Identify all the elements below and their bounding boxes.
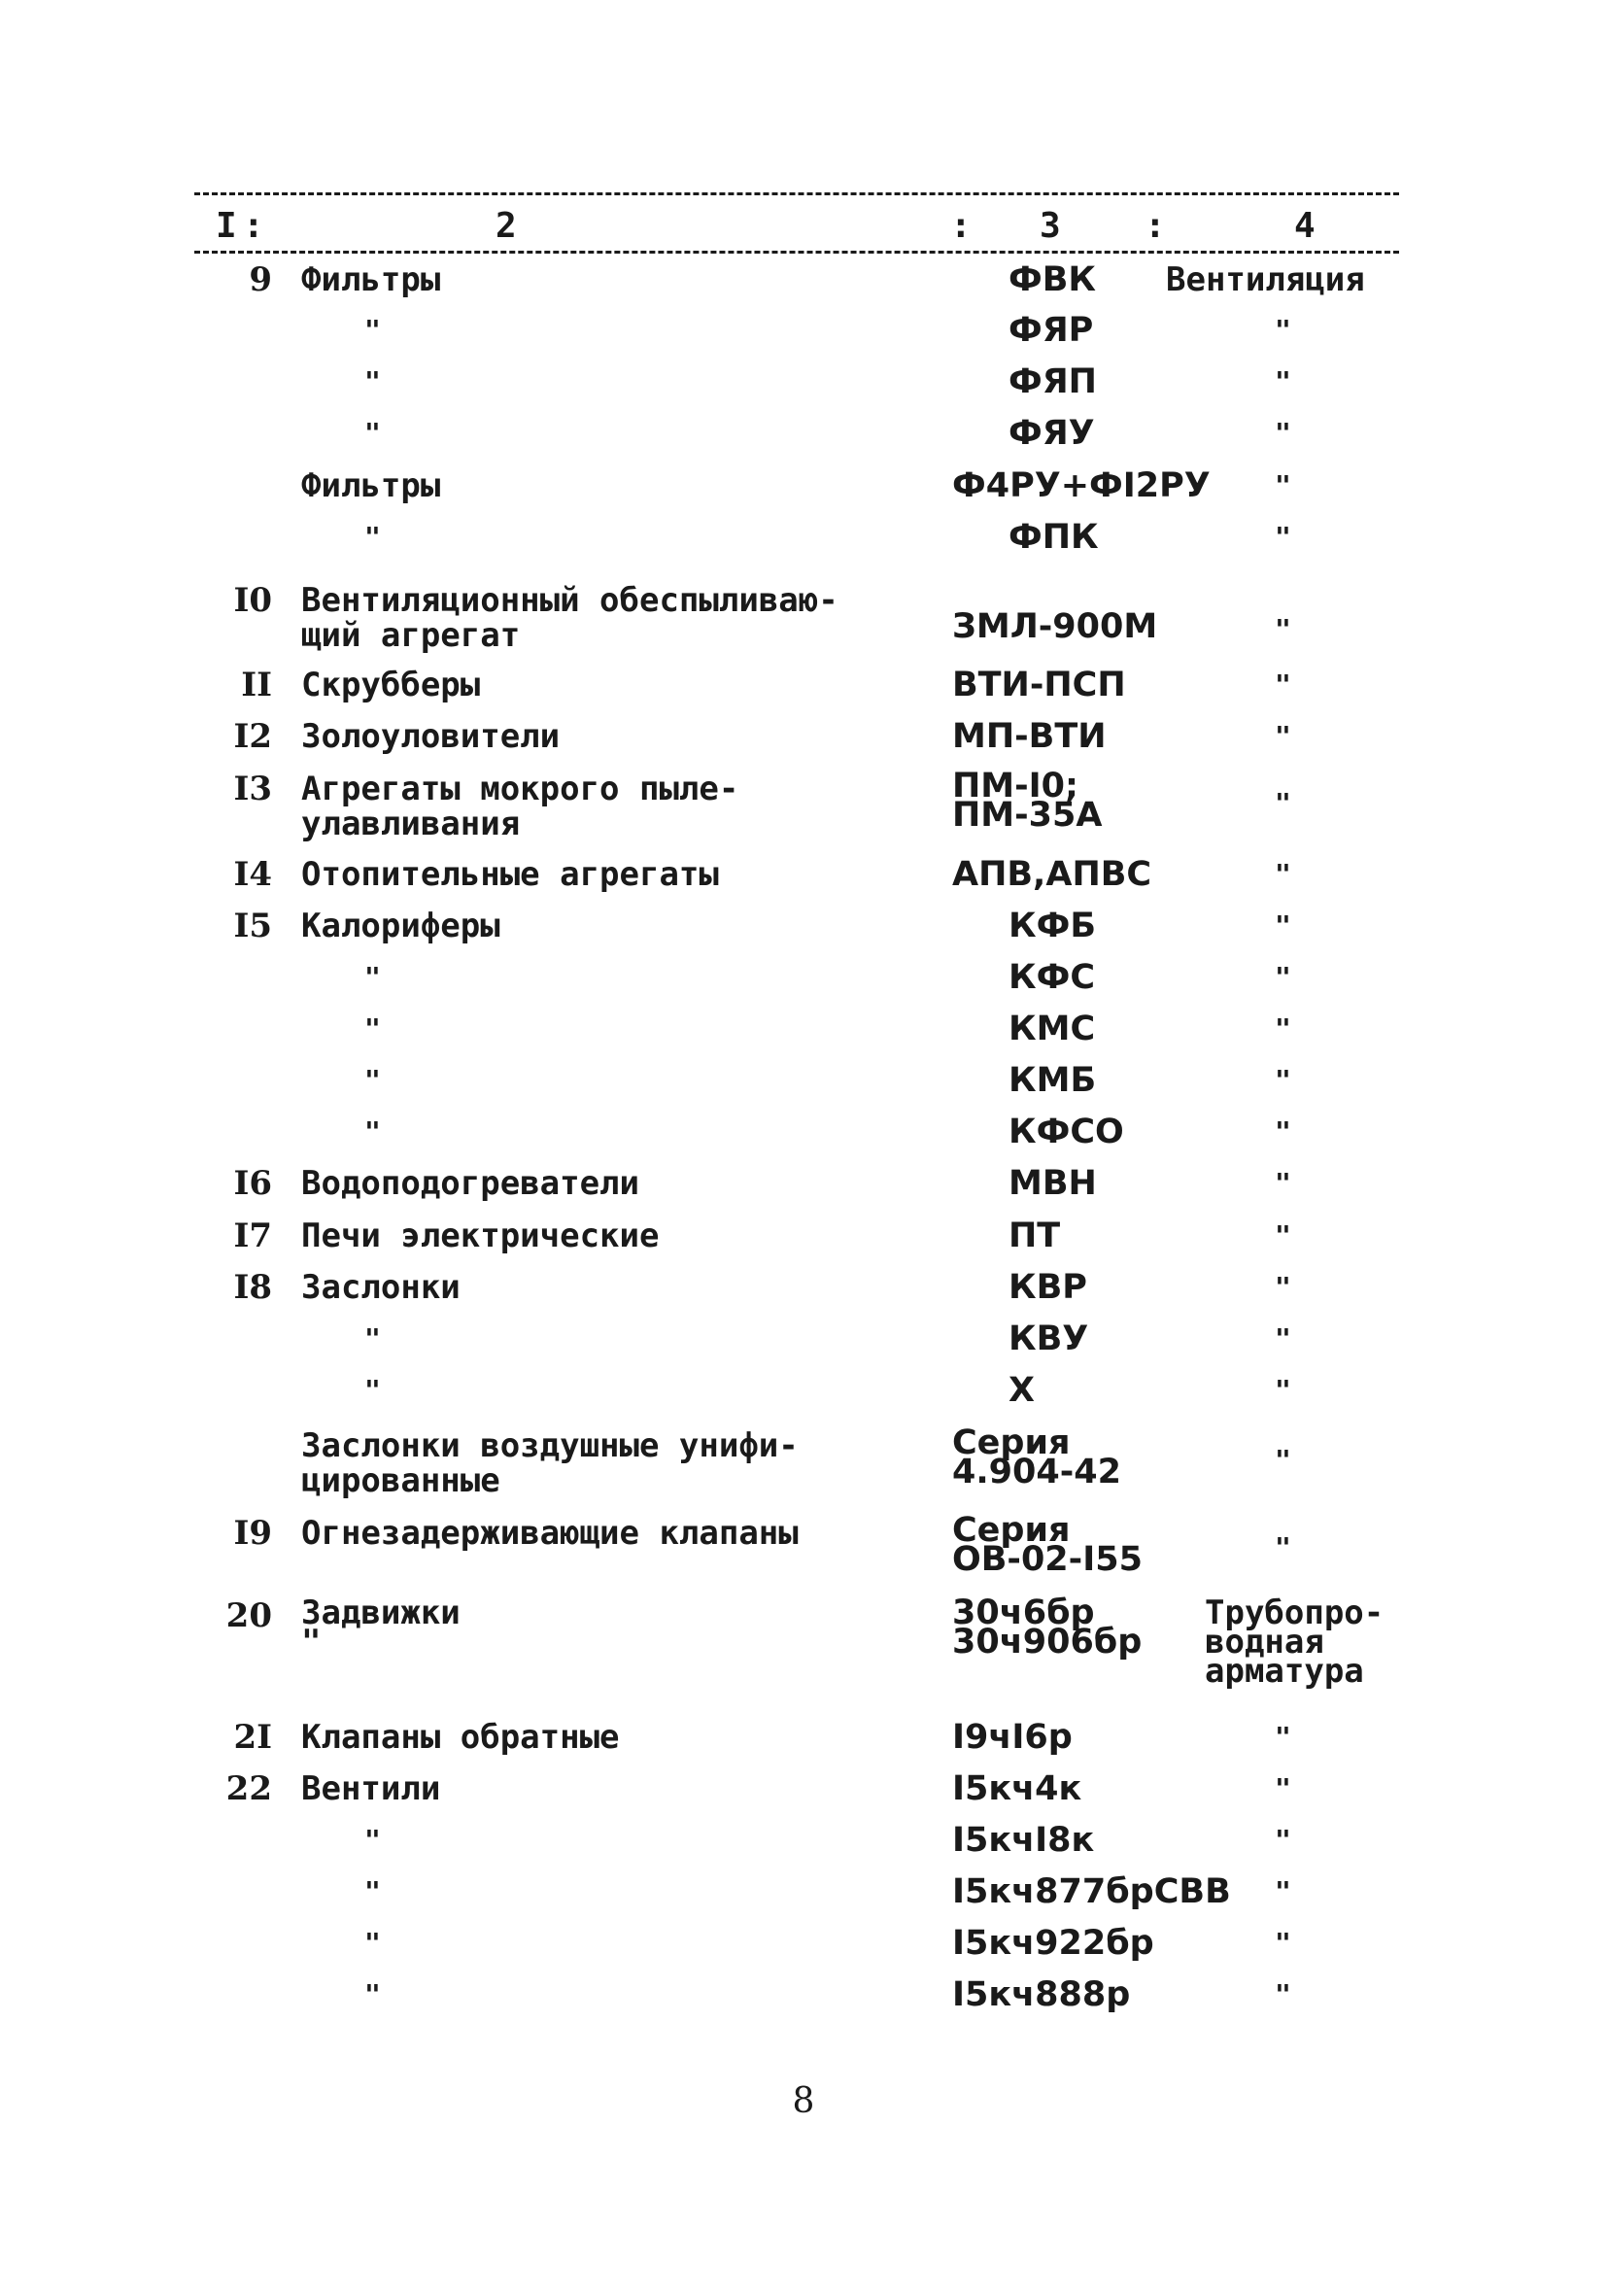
item-name: " [364, 1012, 381, 1045]
item-category: " [1275, 1824, 1291, 1856]
item-category: " [1275, 1167, 1291, 1199]
item-name: Клапаны обратные [301, 1718, 620, 1757]
item-model: АПВ,АПВС [952, 855, 1152, 894]
item-name: " [364, 417, 381, 449]
item-name: " [364, 1978, 381, 2010]
page-number: 8 [792, 2081, 815, 2121]
header-col-3: 3 [1040, 206, 1061, 246]
item-name: " [364, 1374, 381, 1406]
item-category: " [1275, 521, 1291, 553]
item-model: ФЯУ [1009, 414, 1095, 453]
row-number: I6 [233, 1164, 272, 1203]
item-model: ФПК [1009, 518, 1099, 557]
item-name: " [364, 961, 381, 993]
item-category: Трубопро- водная арматура [1205, 1593, 1385, 1691]
item-name: Заслонки воздушные унифи- цированные [301, 1426, 799, 1500]
item-category: " [1275, 1444, 1291, 1476]
item-category: " [1275, 469, 1291, 501]
item-model: 30ч6бр 30ч906бр [952, 1593, 1143, 1662]
item-name: Огнезадерживающие клапаны [301, 1514, 799, 1553]
item-name: Вентили [301, 1769, 441, 1808]
table-header [194, 206, 1399, 255]
item-category: " [1275, 961, 1291, 993]
item-category: " [1275, 668, 1291, 701]
row-number: I3 [233, 770, 272, 808]
row-number: 22 [225, 1769, 272, 1808]
item-model: I5кчI8к [952, 1821, 1095, 1860]
item-model: I9чI6р [952, 1718, 1073, 1757]
item-category: " [1275, 720, 1291, 752]
header-separator: : [1145, 206, 1166, 246]
item-category: " [1275, 858, 1291, 890]
item-category: " [1275, 1012, 1291, 1045]
item-name: " [364, 1064, 381, 1096]
item-model: КМС [1009, 1010, 1096, 1048]
item-model: ФВК [1009, 260, 1096, 299]
item-model: Серия ОВ-02-I55 [952, 1511, 1143, 1579]
item-name: " [364, 314, 381, 346]
item-name: Отопительные агрегаты [301, 855, 719, 894]
item-model: I5кч4к [952, 1769, 1082, 1808]
row-number: 2I [233, 1718, 272, 1757]
item-category: " [1275, 365, 1291, 397]
item-name: Задвижки " [301, 1593, 461, 1662]
item-model: ПМ-I0; ПМ-35А [952, 767, 1103, 835]
item-category: " [1275, 1115, 1291, 1148]
item-model: МП-ВТИ [952, 717, 1107, 756]
item-name: Фильтры [301, 466, 441, 505]
item-name: " [364, 1875, 381, 1907]
item-name: Золоуловители [301, 717, 561, 756]
row-number: I8 [233, 1268, 272, 1307]
row-number: II [241, 666, 272, 704]
table-header-rule [194, 251, 1399, 254]
table-top-rule [194, 192, 1399, 195]
item-model: КВР [1009, 1268, 1087, 1307]
item-model: КФС [1009, 958, 1096, 997]
row-number: I5 [233, 907, 272, 945]
header-separator: : [950, 206, 972, 246]
item-model: ВТИ-ПСП [952, 666, 1126, 704]
row-number: 20 [225, 1596, 272, 1635]
item-category: " [1275, 314, 1291, 346]
item-category: " [1275, 1927, 1291, 1959]
row-number: I2 [233, 717, 272, 756]
item-category: " [1275, 1875, 1291, 1907]
item-name: " [364, 365, 381, 397]
item-name: Скрубберы [301, 666, 481, 704]
header-col-2: 2 [496, 206, 517, 246]
item-name: Вентиляционный обеспыливаю- щий агрегат [301, 581, 838, 655]
item-category: Вентиляция [1166, 260, 1365, 299]
item-name: Водоподогреватели [301, 1164, 639, 1203]
row-number: I7 [233, 1217, 272, 1255]
item-category: " [1275, 1322, 1291, 1354]
item-name: " [364, 1824, 381, 1856]
item-name: " [364, 521, 381, 553]
item-name: Фильтры [301, 260, 441, 299]
row-number: I0 [233, 581, 272, 620]
item-category: " [1275, 1531, 1291, 1563]
item-model: КФБ [1009, 907, 1096, 945]
header-separator: : [243, 206, 264, 246]
item-name: Агрегаты мокрого пыле- улавливания [301, 770, 739, 843]
item-name: Печи электрические [301, 1217, 660, 1255]
item-category: " [1275, 1374, 1291, 1406]
item-model: КВУ [1009, 1319, 1089, 1358]
row-number: I4 [233, 855, 272, 894]
item-name: Заслонки [301, 1268, 461, 1307]
item-category: " [1275, 1219, 1291, 1251]
item-name: Калориферы [301, 907, 500, 945]
item-model: Серия 4.904-42 [952, 1423, 1121, 1491]
item-category: " [1275, 1978, 1291, 2010]
item-category: " [1275, 909, 1291, 942]
item-category: " [1275, 417, 1291, 449]
header-col-1: I [216, 206, 237, 246]
item-model: I5кч922бр [952, 1924, 1154, 1963]
item-model: ФЯР [1009, 311, 1094, 350]
row-number: 9 [249, 260, 272, 299]
item-model: ФЯП [1009, 362, 1097, 401]
item-name: " [364, 1927, 381, 1959]
item-model: КМБ [1009, 1061, 1097, 1100]
item-model: Х [1009, 1371, 1035, 1410]
item-name: " [364, 1115, 381, 1148]
item-category: " [1275, 1271, 1291, 1303]
item-model: Ф4РУ+ФI2РУ [952, 466, 1211, 505]
item-model: КФСО [1009, 1113, 1124, 1151]
item-model: I5кч877бpСВВ [952, 1872, 1231, 1911]
item-name: " [364, 1322, 381, 1354]
item-category: " [1275, 1772, 1291, 1804]
item-model: ЗМЛ-900М [952, 607, 1158, 646]
item-category: " [1275, 1064, 1291, 1096]
item-model: МВН [1009, 1164, 1097, 1203]
item-category: " [1275, 613, 1291, 645]
item-model: I5кч888р [952, 1975, 1131, 2014]
item-category: " [1275, 787, 1291, 819]
row-number: I9 [233, 1514, 272, 1553]
header-col-4: 4 [1294, 206, 1316, 246]
item-model: ПТ [1009, 1217, 1061, 1255]
item-category: " [1275, 1721, 1291, 1753]
